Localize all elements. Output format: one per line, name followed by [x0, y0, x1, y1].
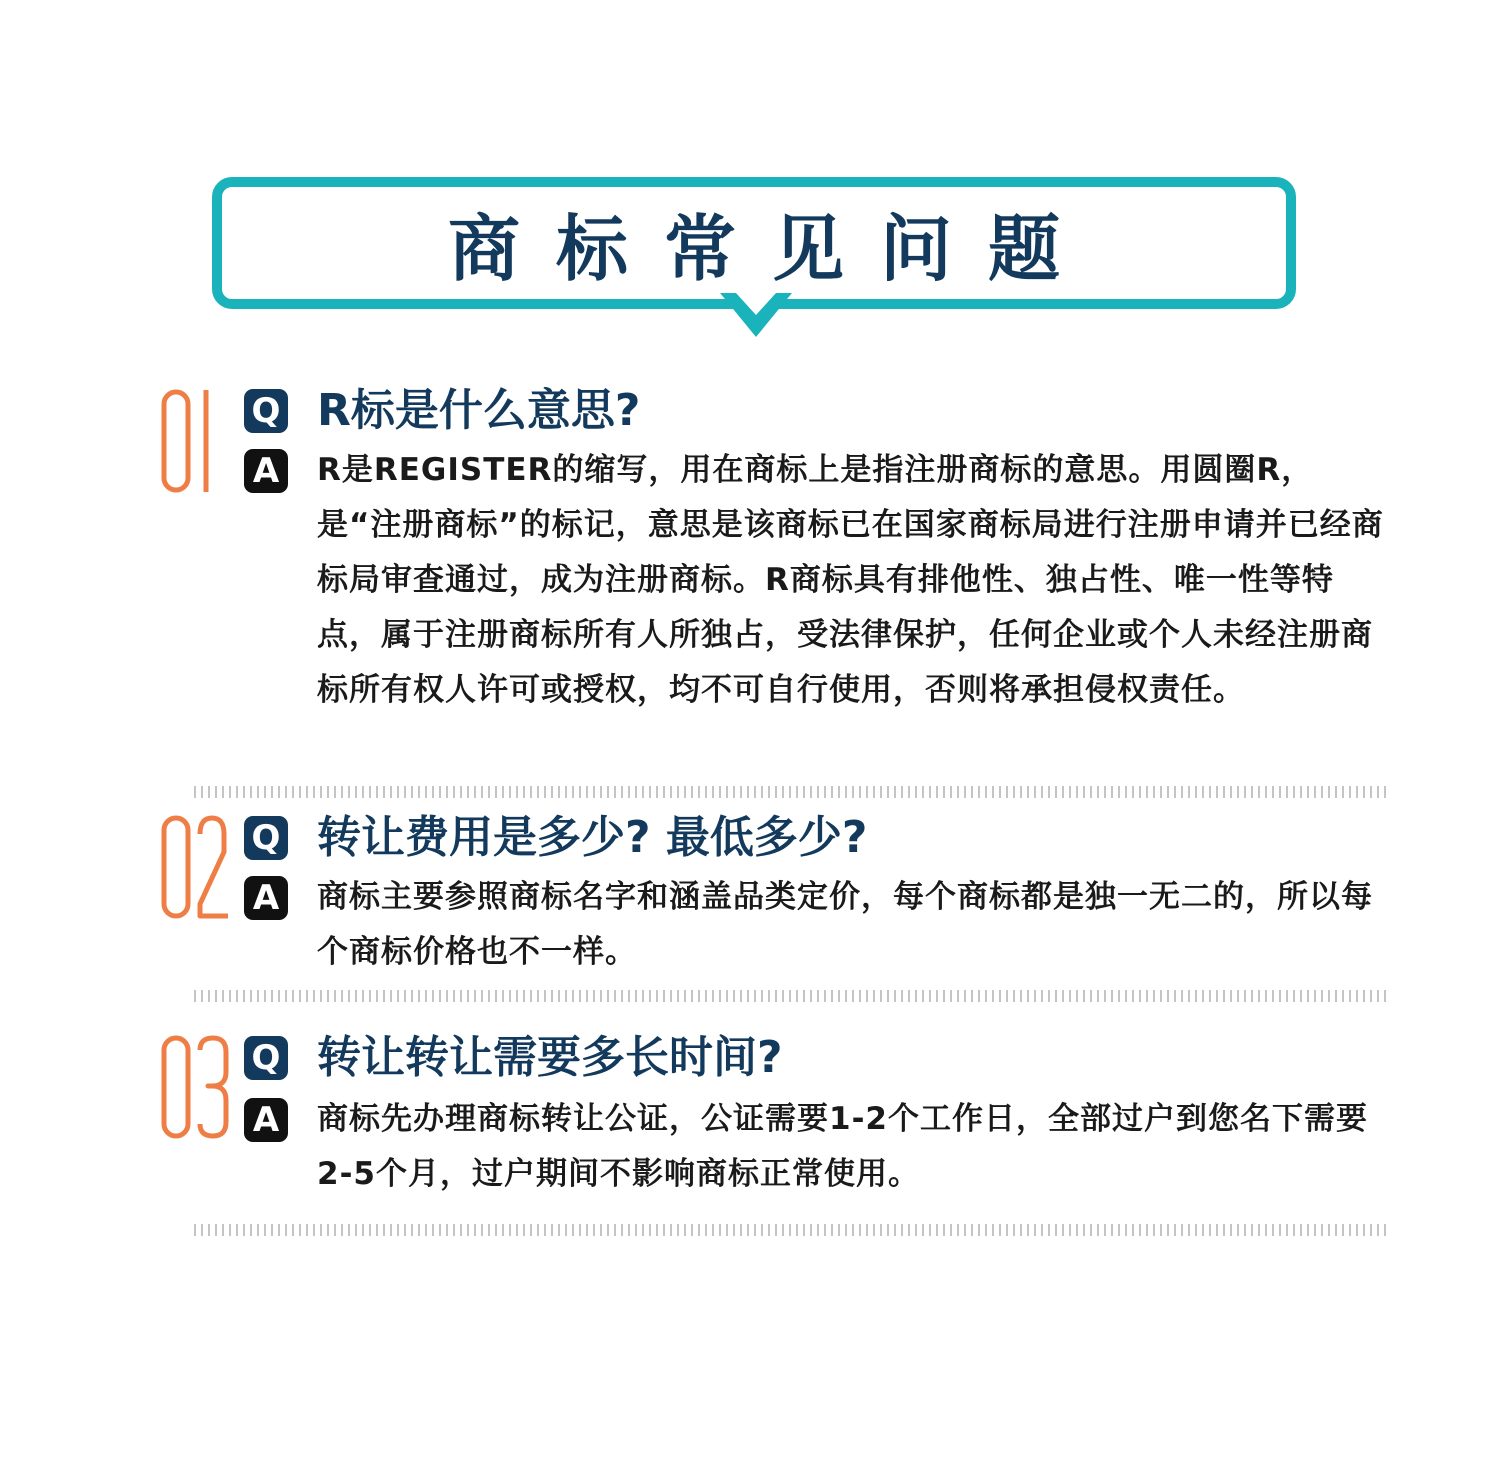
question-text: R标是什么意思? — [317, 385, 641, 436]
section-divider — [194, 1224, 1390, 1236]
question-badge: Q — [244, 389, 288, 433]
answer-badge: A — [244, 449, 288, 493]
number-01-graphic — [156, 386, 236, 496]
page-title: 商标常见问题 — [447, 207, 1096, 291]
question-badge: Q — [244, 816, 288, 860]
title-pointer-arrow — [720, 293, 792, 341]
answer-text: 商标主要参照商标名字和涵盖品类定价，每个商标都是独一无二的，所以每个商标价格也不一样。 — [317, 879, 1373, 970]
number-03-graphic — [156, 1032, 236, 1142]
number-02-graphic — [156, 812, 236, 922]
answer-badge: A — [244, 876, 288, 920]
answer-text: 商标先办理商标转让公证，公证需要1-2个工作日，全部过户到您名下需要2-5个月，过户期间不影响商标正常使用。 — [317, 1101, 1369, 1192]
section-divider — [194, 990, 1390, 1002]
question-badge: Q — [244, 1036, 288, 1080]
answer-badge: A — [244, 1098, 288, 1142]
title-banner — [212, 177, 1296, 309]
section-divider — [194, 786, 1390, 798]
question-text: 转让费用是多少? 最低多少? — [317, 812, 868, 863]
answer-text: R是REGISTER的缩写，用在商标上是指注册商标的意思。用圆圈R，是“注册商标”的标记，意思是该商标已在国家商标局进行注册申请并已经商标局审查通过，成为注册商标。R商标具有排他性、独占性、唯一性等特点，属于注册商标所有人所独占，受法律保护，任何企业或个人未经注册商标所有权人许可或授权，均不可自行使用，否则将承担侵权责任。 — [317, 452, 1384, 708]
question-text: 转让转让需要多长时间? — [317, 1032, 783, 1083]
